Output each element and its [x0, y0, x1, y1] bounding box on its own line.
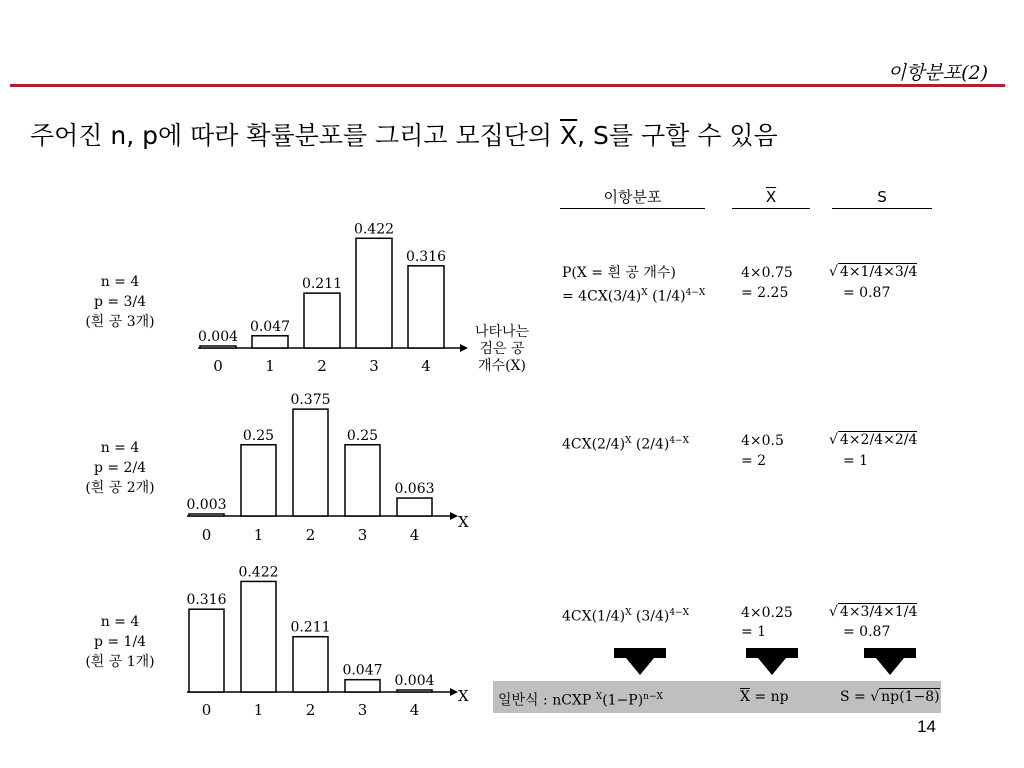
row-1-sd-line-2: = 0.87 [843, 285, 891, 301]
chart-2-bar [189, 514, 224, 516]
down-arrow-icon [746, 648, 798, 675]
chart-1-value-label: 0.422 [353, 221, 395, 238]
chart-2-axis-arrow [450, 512, 458, 520]
general-formula: 일반식 : nCXP $^X(1-P)^{n-X}$ [498, 692, 663, 709]
row-3-mean-line-2: = 1 [741, 624, 767, 640]
chart-1-xlabel: 나타나는 검은 공 개수(X) [474, 324, 530, 374]
chart-3-tick-label: 4 [409, 701, 420, 719]
chart-3-tick-label: 0 [201, 701, 212, 719]
chart-1-axis-arrow [460, 344, 468, 352]
chart-1-tick-label: 2 [317, 357, 327, 375]
chart-1-tick-label: 4 [421, 357, 431, 375]
row-1-formula-line-2: = $4CX(3/4)^X$ $(1/4)^{4-X}$ [562, 288, 706, 305]
general-sd: S = √ np(1−8) [840, 689, 940, 705]
chart-2-tick-label: 3 [357, 526, 368, 544]
chart-1-tick-label: 3 [369, 357, 379, 375]
chart-2-value-label: 0.25 [346, 427, 379, 444]
param-p: p = 2/4 [93, 460, 147, 476]
chart-1-tick-label: 0 [213, 357, 223, 375]
chart-1-value-label: 0.047 [249, 318, 291, 335]
param-white-balls: (흰 공 3개) [85, 314, 155, 330]
chart-2-tick-label: 4 [409, 526, 420, 544]
chart-1-bar [200, 346, 236, 348]
row-2-mean-line-2: = 2 [741, 453, 767, 469]
chart-2-value-label: 0.003 [186, 497, 227, 513]
row-2-formula: $4CX(2/4)^X$ $(2/4)^{4-X}$ [562, 436, 690, 453]
row-2-sd-line-1: √ 4×2/4×2/4 [829, 432, 918, 448]
chart-3-value-label: 0.316 [186, 592, 227, 609]
param-p: p = 3/4 [93, 294, 147, 310]
chart-3-bar [241, 581, 276, 692]
param-white-balls: (흰 공 1개) [85, 654, 155, 670]
chart-3-value-label: 0.047 [342, 662, 383, 679]
chart-2-bar [241, 445, 276, 516]
param-p: p = 1/4 [93, 634, 147, 650]
heading-xbar: $\overline{X}$ [560, 121, 578, 150]
chart-1-bar [304, 293, 340, 348]
row-2-mean-line-1: 4×0.5 [741, 433, 784, 449]
heading-text-before: 주어진 n, p에 따라 확률분포를 그리고 모집단의 [30, 121, 560, 150]
chart-3-bar [189, 609, 224, 692]
chart-3-tick-label: 1 [253, 701, 264, 719]
col-header-mean-symbol: $\overline{X}$ [765, 188, 777, 206]
chart-3-tick-label: 3 [357, 701, 368, 719]
chart-2-tick-label: 2 [305, 526, 316, 544]
row-1-formula-line-1: P(X = 흰 공 개수) [562, 265, 676, 281]
chart-3-value-label: 0.422 [238, 564, 279, 581]
chart-1-tick-label: 1 [265, 357, 275, 375]
row-3-mean-line-1: 4×0.25 [741, 605, 793, 621]
chart-3-tick-label: 2 [305, 701, 316, 719]
row-1-sd-line-1: √ 4×1/4×3/4 [829, 264, 918, 280]
row-1-mean-line-2: = 2.25 [741, 285, 789, 301]
chart-3-bar [397, 690, 432, 692]
down-arrow-icon [864, 648, 916, 675]
chart-1-value-label: 0.316 [405, 248, 447, 265]
chart-2-bar [293, 409, 328, 516]
page-number: 14 [917, 717, 936, 736]
chart-2-xlabel: X [458, 513, 469, 531]
row-3-sd-line-1: √ 4×3/4×1/4 [829, 604, 918, 620]
chart-1-value-label: 0.004 [197, 329, 239, 345]
param-white-balls: (흰 공 2개) [85, 480, 155, 496]
chart-2-value-label: 0.375 [290, 392, 331, 409]
param-n: n = 4 [100, 614, 140, 630]
row-1-mean-line-1: 4×0.75 [741, 265, 793, 281]
row-3-sd-line-2: = 0.87 [843, 624, 891, 640]
section-label: 이항분포(2) [887, 62, 988, 84]
chart-2-tick-label: 1 [253, 526, 264, 544]
chart-2-bar [345, 445, 380, 516]
chart-3-bar [293, 637, 328, 692]
down-arrow-icon [614, 648, 666, 675]
col-header-sd: S [832, 186, 932, 209]
col-header-distribution: 이항분포 [560, 186, 705, 209]
param-n: n = 4 [100, 274, 140, 290]
heading-text-after: , S를 구할 수 있음 [577, 121, 778, 150]
chart-3-value-label: 0.211 [290, 619, 331, 636]
chart-1-value-label: 0.211 [301, 276, 343, 293]
chart-2-value-label: 0.25 [242, 427, 275, 444]
row-3-formula: $4CX(1/4)^X$ $(3/4)^{4-X}$ [562, 608, 690, 625]
chart-2-bar [397, 498, 432, 516]
chart-1-bar [252, 336, 288, 348]
param-n: n = 4 [100, 440, 140, 456]
chart-3-bar [345, 680, 380, 692]
chart-1-bar [408, 266, 444, 348]
general-mean: $\overline{X}$ = np [740, 689, 789, 705]
chart-3-axis-arrow [450, 688, 458, 696]
row-2-sd-line-2: = 1 [843, 453, 869, 469]
chart-2-value-label: 0.063 [394, 481, 435, 498]
chart-1-bar [356, 238, 392, 348]
chart-3-value-label: 0.004 [394, 673, 435, 689]
chart-3-xlabel: X [458, 687, 469, 705]
chart-2-tick-label: 0 [201, 526, 212, 544]
